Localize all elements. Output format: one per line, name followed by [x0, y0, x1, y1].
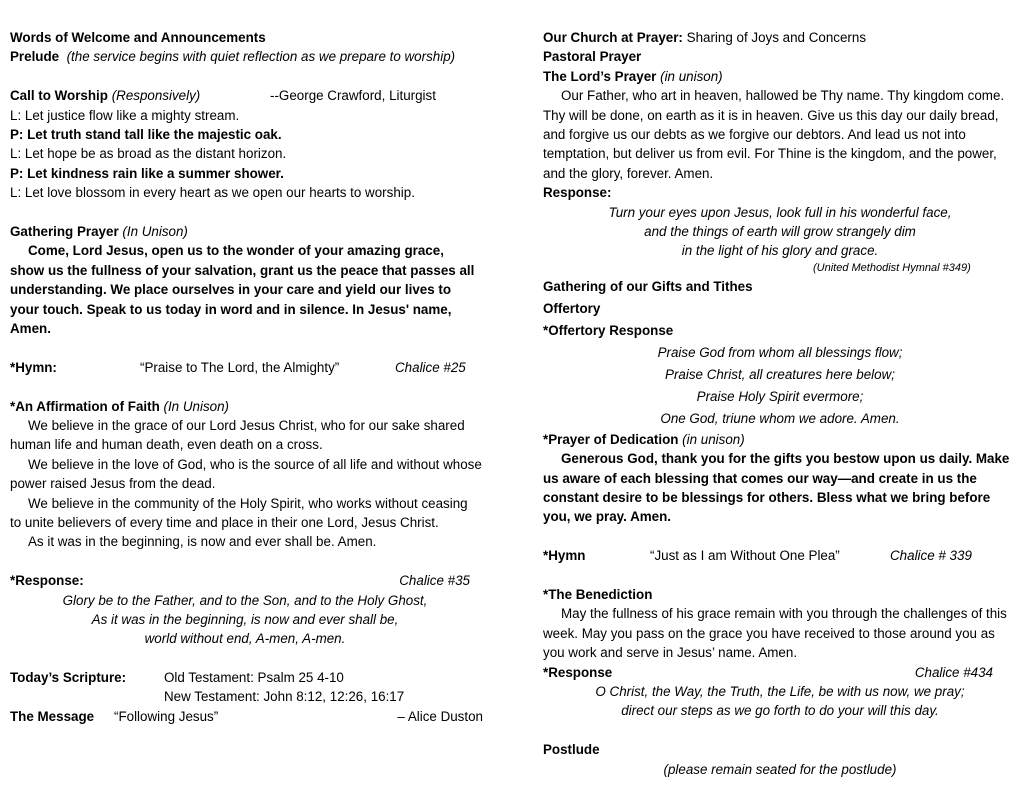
doxology-line: One God, triune whom we adore. Amen. — [660, 410, 900, 426]
affirm-paragraph: We believe in the community of the Holy Spirit, who works without ceasing to unite believers of every time and place in their one Lord, Jesus Christ. — [10, 495, 468, 530]
hymn2-line — [543, 546, 1017, 565]
call-line: L: Let justice flow like a mighty stream. — [10, 107, 240, 123]
hymn1-label: *Hymn: — [10, 359, 57, 375]
scripture-nt: New Testament: John 8:12, 12:26, 16:17 — [164, 689, 405, 705]
response3-ref: Chalice #434 — [914, 664, 993, 680]
postlude-heading: Postlude — [543, 742, 600, 758]
call-liturgist: --George Crawford, Liturgist — [270, 88, 436, 104]
response2-ref: (United Methodist Hymnal #349) — [813, 261, 971, 274]
hymn2-label: *Hymn — [543, 548, 586, 564]
message-line — [10, 707, 483, 726]
affirm-paragraph: We believe in the love of God, who is the source of all life and without whose power raised Jesus from the dead. — [10, 456, 482, 492]
affirm-label: *An Affirmation of Faith — [10, 398, 160, 414]
gathering-prayer-heading — [10, 222, 488, 241]
response1-heading — [10, 571, 470, 590]
affirmation-heading — [10, 397, 488, 416]
response2-label: Response: — [543, 185, 612, 201]
affirm-note: (In Unison) — [163, 398, 229, 414]
dedication-text: Generous God, thank you for the gifts you bestow upon us daily. Make us aware of each blessing that comes our way—and create in us the constant desire to be blessings for others. Bless what we bring before you, we pray. Amen. — [543, 451, 1010, 525]
message-label: The Message — [10, 708, 95, 724]
response1-label: *Response: — [10, 573, 84, 589]
response3-heading — [543, 663, 993, 682]
call-note: (Responsively) — [111, 88, 201, 104]
prelude-line — [10, 47, 488, 66]
doxology-line: Praise Holy Spirit evermore; — [696, 388, 864, 404]
dedication-label: *Prayer of Dedication — [543, 431, 679, 447]
hymn1-line — [10, 358, 488, 377]
message-title: “Following Jesus” — [114, 708, 219, 724]
call-label: Call to Worship — [10, 88, 108, 104]
call-to-worship-heading — [10, 86, 488, 105]
message-speaker: – Alice Duston — [397, 708, 483, 724]
left-column — [10, 28, 488, 726]
gifts-heading: Gathering of our Gifts and Tithes — [543, 278, 753, 294]
response3-line: direct our steps as we go forth to do your will this day. — [621, 703, 939, 719]
lords-prayer-text: Our Father, who art in heaven, hallowed be Thy name. Thy kingdom come. Thy will be done, on earth as it is in heaven. Give us this day our daily bread, and forgive us our debts as we forgive our debtors. And lead us not into temptation, but deliver us from evil. For Thine is the kingdom, and the power, and the glory, forever. Amen. — [543, 88, 1005, 181]
hymn1-ref: Chalice #25 — [395, 359, 466, 375]
prayer-label: Our Church at Prayer: — [543, 30, 683, 45]
response2-line: Turn your eyes upon Jesus, look full in his wonderful face, — [608, 204, 952, 220]
postlude-note: (please remain seated for the postlude) — [663, 761, 897, 777]
right-column — [543, 28, 1017, 779]
prayer-text: Sharing of Joys and Concerns — [686, 30, 867, 45]
gathering-label: Gathering Prayer — [10, 223, 119, 239]
church-prayer-line — [543, 28, 1017, 47]
response3-line: O Christ, the Way, the Truth, the Life, be with us now, we pray; — [595, 683, 965, 699]
response1-line: Glory be to the Father, and to the Son, and to the Holy Ghost, — [62, 592, 428, 608]
dedication-note: (in unison) — [682, 431, 745, 447]
response2-line: in the light of his glory and grace. — [681, 243, 879, 259]
lords-label: The Lord’s Prayer — [543, 68, 657, 84]
gathering-prayer-text: Come, Lord Jesus, open us to the wonder of your amazing grace, show us the fullness of your salvation, grant us the peace that passes all understanding. We place ourselves in your care and yield our lives to your touch. Speak to us today in word and in silence. In Jesus' name, Amen. — [10, 243, 475, 336]
response2-line: and the things of earth will grow strangely dim — [644, 223, 916, 239]
pastoral-prayer-heading: Pastoral Prayer — [543, 49, 642, 65]
response3-label: *Response — [543, 664, 613, 680]
offertory-response-heading: *Offertory Response — [543, 322, 674, 338]
doxology-line: Praise God from whom all blessings flow; — [657, 344, 903, 360]
hymn2-title: “Just as I am Without One Plea” — [650, 548, 840, 564]
call-line: L: Let love blossom in every heart as we open our hearts to worship. — [10, 185, 415, 201]
hymn1-title: “Praise to The Lord, the Almighty” — [140, 359, 340, 375]
lords-prayer-heading — [543, 67, 1017, 86]
hymn2-ref: Chalice # 339 — [890, 548, 972, 564]
benediction-heading: *The Benediction — [543, 586, 653, 602]
response1-line: world without end, A-men, A-men. — [144, 631, 346, 647]
welcome-heading: Words of Welcome and Announcements — [10, 30, 266, 45]
lords-note: (in unison) — [660, 68, 723, 84]
offertory-heading: Offertory — [543, 300, 601, 316]
call-line: P: Let kindness rain like a summer shower. — [10, 165, 284, 181]
call-line: P: Let truth stand tall like the majestic oak. — [10, 126, 282, 142]
affirm-paragraph: We believe in the grace of our Lord Jesus Christ, who for our sake shared human life and human death, even death on a cross. — [10, 417, 465, 453]
affirm-paragraph: As it was in the beginning, is now and ever shall be. Amen. — [28, 534, 377, 550]
scripture-nt-line — [10, 687, 488, 706]
gathering-note: (In Unison) — [122, 223, 188, 239]
prelude-note: (the service begins with quiet reflection as we prepare to worship) — [66, 49, 456, 65]
benediction-text: May the fullness of his grace remain with you through the challenges of this week. May you pass on the grace you have received to those around you as you work and serve in Jesus’ name. Amen. — [543, 606, 1007, 661]
dedication-heading — [543, 430, 1017, 449]
response1-line: As it was in the beginning, is now and ever shall be, — [91, 611, 399, 627]
doxology-line: Praise Christ, all creatures here below; — [665, 366, 895, 382]
prelude-label: Prelude — [10, 49, 60, 65]
scripture-label: Today’s Scripture: — [10, 670, 127, 686]
response1-ref: Chalice #35 — [399, 573, 470, 589]
call-line: L: Let hope be as broad as the distant horizon. — [10, 146, 287, 162]
scripture-line — [10, 668, 488, 687]
scripture-ot: Old Testament: Psalm 25 4-10 — [164, 670, 344, 686]
